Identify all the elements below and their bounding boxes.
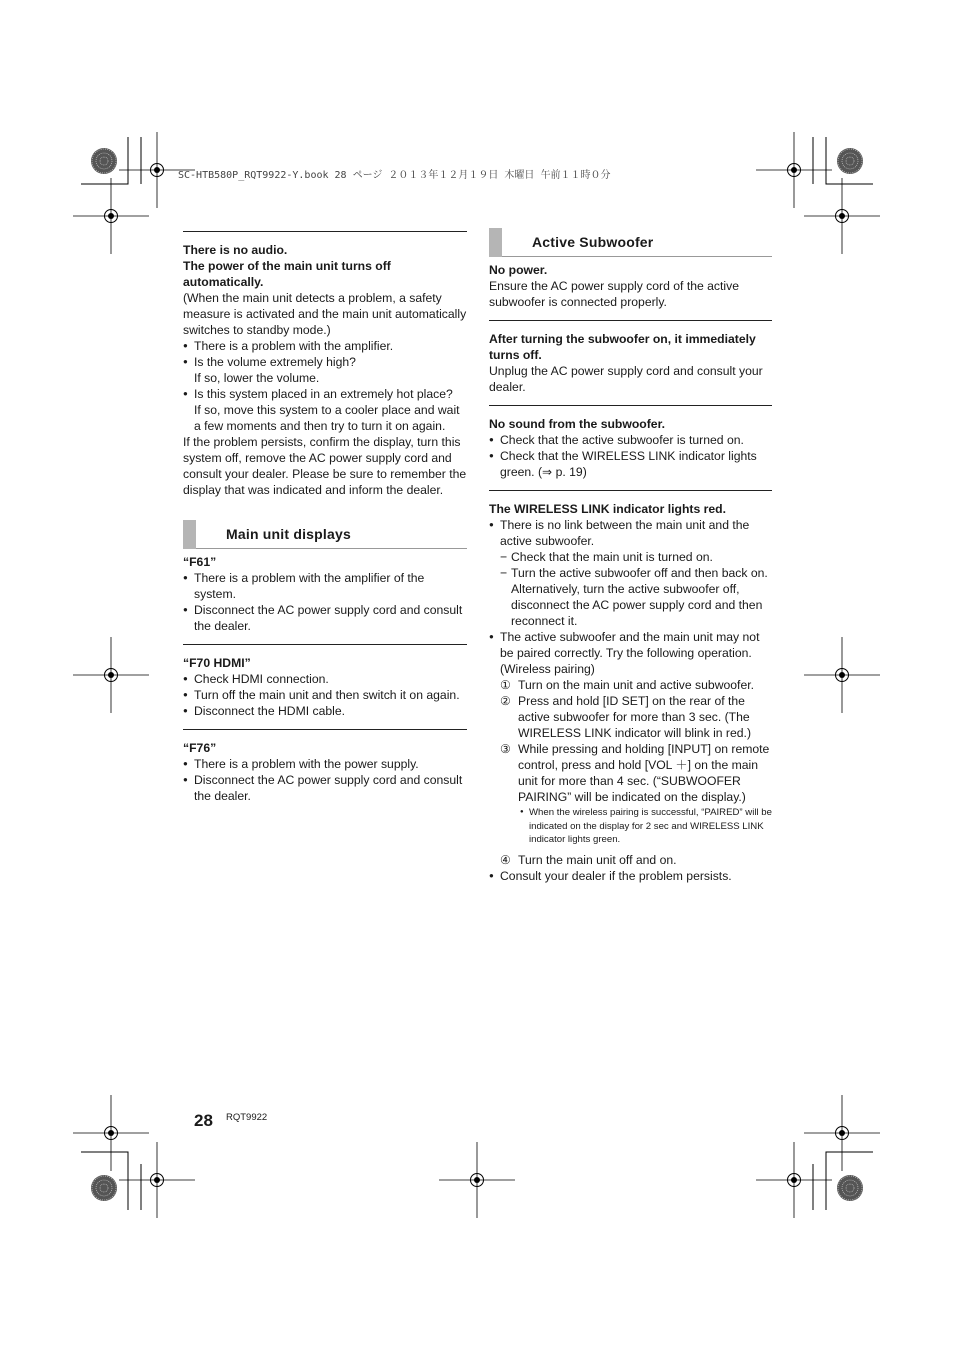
section-underline <box>196 548 467 549</box>
step-item <box>489 741 772 805</box>
section-underline <box>502 256 772 257</box>
list-item: ● There is a problem with the amplifier. <box>183 338 467 354</box>
list-item: ● Disconnect the AC power supply cord and consult the dealer. <box>183 602 467 634</box>
divider <box>183 729 467 730</box>
right-column <box>489 228 772 884</box>
step-number: ① <box>500 678 511 692</box>
step-number: ② <box>500 694 511 708</box>
divider <box>489 320 772 321</box>
f76-title: “F76” <box>183 741 217 755</box>
step-number: ④ <box>500 852 511 867</box>
list-item: ● There is a problem with the power supply. <box>183 756 467 772</box>
no-power-title: No power. <box>489 263 548 277</box>
step-text: Turn on the main unit and active subwoofer. <box>518 678 754 692</box>
step-number: ③ <box>500 742 511 756</box>
section-bar <box>183 520 196 549</box>
section-title: Active Subwoofer <box>532 234 654 250</box>
step-item <box>489 852 772 868</box>
f70-title: “F70 HDMI” <box>183 656 251 670</box>
power-off-title: The power of the main unit turns off automatically. <box>183 259 391 289</box>
list-item: ● The active subwoofer and the main unit may not be paired correctly. Try the following operation. (Wireless pairing) <box>489 629 772 677</box>
no-audio-footer: If the problem persists, confirm the display, turn this system off, remove the AC power supply cord and consult your dealer. Please be sure to remember the display that was indicated and inform the dealer. <box>183 435 467 497</box>
f61-title: “F61” <box>183 555 217 569</box>
step-text: Turn the main unit off and on. <box>518 852 677 867</box>
list-item: ● Is the volume extremely high? <box>183 354 467 370</box>
list-item: ● There is a problem with the amplifier of the system. <box>183 570 467 602</box>
section-bar <box>489 228 502 257</box>
list-item: ● Turn off the main unit and then switch it on again. <box>183 687 467 703</box>
step-item <box>489 693 772 741</box>
section-heading-active-subwoofer <box>489 228 772 257</box>
list-item: ● Disconnect the HDMI cable. <box>183 703 467 719</box>
list-item-sub: If so, lower the volume. <box>194 371 320 385</box>
step-text: Press and hold [ID SET] on the rear of the active subwoofer for more than 3 sec. (The WIRELESS LINK indicator will blink in red.) <box>518 694 751 740</box>
section-heading-main-unit-displays <box>183 520 467 549</box>
step-item <box>489 677 772 693</box>
section-title: Main unit displays <box>226 526 351 542</box>
divider <box>489 405 772 406</box>
no-audio-description: (When the main unit detects a problem, a safety measure is activated and the main unit automatically switches to standby mode.) <box>183 291 467 337</box>
print-file-header: SC-HTB580P_RQT9922-Y.book 28 ページ ２０１３年１２月１９日 木曜日 午前１１時０分 <box>178 170 611 181</box>
list-item: ● There is no link between the main unit and the active subwoofer. <box>489 517 772 549</box>
no-audio-title: There is no audio. <box>183 243 288 257</box>
dash-item: − Turn the active subwoofer off and then back on. Alternatively, turn the active subwoofer off, disconnect the AC power supply cord and then reconnect it. <box>489 565 772 629</box>
list-item: ● Check that the WIRELESS LINK indicator lights green. (⇒ p. 19) <box>489 448 772 480</box>
list-item: ● Check that the active subwoofer is turned on. <box>489 432 772 448</box>
list-item-sub: If so, move this system to a cooler place and wait a few moments and then try to turn it on again. <box>194 403 460 433</box>
document-code: RQT9922 <box>226 1112 268 1123</box>
dash-item: − Check that the main unit is turned on. <box>489 549 772 565</box>
step-text: While pressing and holding [INPUT] on remote control, press and hold [VOL ＋] on the main unit for more than 4 sec. (“SUBWOOFER PAIRING” will be indicated on the display.) <box>518 742 770 804</box>
left-column <box>183 231 467 804</box>
divider <box>183 644 467 645</box>
turns-off-text: Unplug the AC power supply cord and consult your dealer. <box>489 364 763 394</box>
turns-off-title: After turning the subwoofer on, it immediately turns off. <box>489 332 756 362</box>
wireless-link-title: The WIRELESS LINK indicator lights red. <box>489 502 726 516</box>
list-item: ● Disconnect the AC power supply cord and consult the dealer. <box>183 772 467 804</box>
no-power-text: Ensure the AC power supply cord of the active subwoofer is connected properly. <box>489 279 739 309</box>
no-sound-title: No sound from the subwoofer. <box>489 417 666 431</box>
list-item: ● Is this system placed in an extremely hot place? <box>183 386 467 402</box>
list-item: ● Check HDMI connection. <box>183 671 467 687</box>
list-item: ● Consult your dealer if the problem persists. <box>489 868 772 884</box>
pairing-note: ● When the wireless pairing is successful, “PAIRED” will be indicated on the display for 2 sec and WIRELESS LINK indicator lights green. <box>489 806 772 847</box>
divider <box>489 490 772 491</box>
divider <box>183 231 467 232</box>
page-number: 28 <box>194 1111 213 1130</box>
